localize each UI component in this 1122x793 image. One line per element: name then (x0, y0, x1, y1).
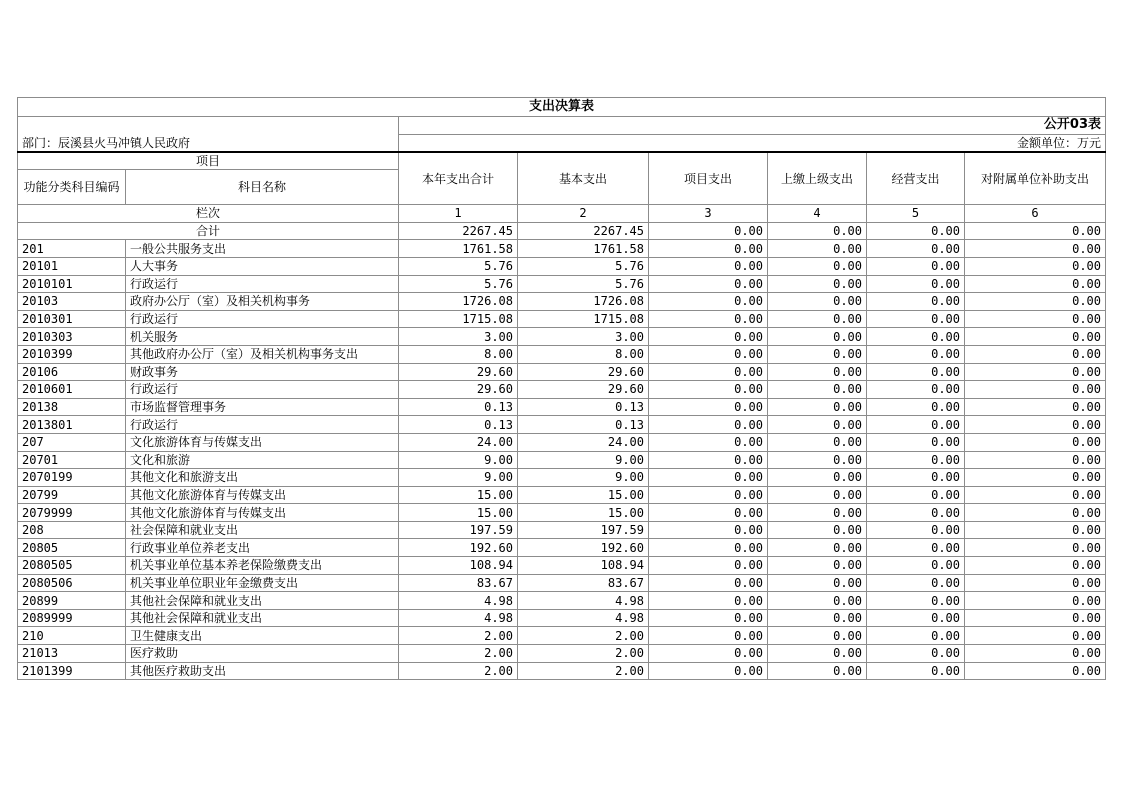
table-row (18, 363, 1106, 381)
row-name: 其他医疗救助支出 (126, 662, 399, 680)
header-name: 科目名称 (126, 170, 399, 205)
row-value-2: 0.13 (518, 398, 649, 416)
row-code: 2010301 (18, 310, 126, 328)
row-name: 机关事业单位职业年金缴费支出 (126, 574, 399, 592)
row-value-5: 0.00 (867, 240, 965, 258)
row-value-3: 0.00 (649, 328, 768, 346)
row-name: 一般公共服务支出 (126, 240, 399, 258)
row-value-6: 0.00 (965, 504, 1106, 522)
row-value-1: 9.00 (399, 469, 518, 487)
row-value-3: 0.00 (649, 504, 768, 522)
row-value-2: 83.67 (518, 574, 649, 592)
total-label: 合计 (18, 222, 399, 240)
header-upper: 上缴上级支出 (768, 152, 867, 205)
column-index-label: 栏次 (18, 205, 399, 223)
row-value-1: 15.00 (399, 504, 518, 522)
row-value-3: 0.00 (649, 469, 768, 487)
table-row (18, 504, 1106, 522)
row-code: 20103 (18, 293, 126, 311)
row-value-2: 1715.08 (518, 310, 649, 328)
row-value-2: 15.00 (518, 486, 649, 504)
row-code: 2010601 (18, 381, 126, 399)
row-value-4: 0.00 (768, 451, 867, 469)
table-row (18, 451, 1106, 469)
table-row (18, 645, 1106, 663)
row-code: 2101399 (18, 662, 126, 680)
table-row (18, 293, 1106, 311)
table-row (18, 257, 1106, 275)
row-value-4: 0.00 (768, 645, 867, 663)
row-value-3: 0.00 (649, 398, 768, 416)
row-code: 20106 (18, 363, 126, 381)
expenditure-table (17, 97, 1106, 680)
row-code: 207 (18, 433, 126, 451)
row-value-1: 83.67 (399, 574, 518, 592)
row-code: 2080505 (18, 557, 126, 575)
column-index-4: 4 (768, 205, 867, 223)
row-value-5: 0.00 (867, 345, 965, 363)
row-value-2: 15.00 (518, 504, 649, 522)
row-code: 2010303 (18, 328, 126, 346)
row-name: 其他社会保障和就业支出 (126, 592, 399, 610)
row-value-4: 0.00 (768, 592, 867, 610)
row-value-6: 0.00 (965, 257, 1106, 275)
expenditure-sheet (17, 97, 1105, 680)
row-value-5: 0.00 (867, 539, 965, 557)
row-value-6: 0.00 (965, 433, 1106, 451)
table-row (18, 486, 1106, 504)
row-name: 行政运行 (126, 275, 399, 293)
row-code: 20101 (18, 257, 126, 275)
header-business: 经营支出 (867, 152, 965, 205)
row-value-5: 0.00 (867, 662, 965, 680)
row-name: 其他文化旅游体育与传媒支出 (126, 486, 399, 504)
row-value-6: 0.00 (965, 592, 1106, 610)
row-value-5: 0.00 (867, 328, 965, 346)
department-label: 部门：辰溪县火马冲镇人民政府 (18, 134, 399, 152)
row-value-1: 29.60 (399, 363, 518, 381)
row-value-1: 4.98 (399, 609, 518, 627)
row-code: 21013 (18, 645, 126, 663)
row-value-3: 0.00 (649, 521, 768, 539)
row-value-6: 0.00 (965, 363, 1106, 381)
row-value-6: 0.00 (965, 275, 1106, 293)
row-value-4: 0.00 (768, 539, 867, 557)
row-value-2: 4.98 (518, 609, 649, 627)
row-value-3: 0.00 (649, 293, 768, 311)
row-value-6: 0.00 (965, 381, 1106, 399)
row-value-1: 5.76 (399, 275, 518, 293)
row-value-4: 0.00 (768, 328, 867, 346)
row-value-1: 15.00 (399, 486, 518, 504)
table-row (18, 557, 1106, 575)
row-value-4: 0.00 (768, 433, 867, 451)
row-value-6: 0.00 (965, 310, 1106, 328)
row-value-2: 9.00 (518, 469, 649, 487)
header-project: 项目支出 (649, 152, 768, 205)
row-value-3: 0.00 (649, 662, 768, 680)
row-value-4: 0.00 (768, 416, 867, 434)
row-value-4: 0.00 (768, 398, 867, 416)
row-value-4: 0.00 (768, 504, 867, 522)
header-subsidy: 对附属单位补助支出 (965, 152, 1106, 205)
row-value-4: 0.00 (768, 293, 867, 311)
row-value-5: 0.00 (867, 645, 965, 663)
row-value-2: 29.60 (518, 381, 649, 399)
row-value-1: 2.00 (399, 645, 518, 663)
row-value-3: 0.00 (649, 433, 768, 451)
row-value-6: 0.00 (965, 469, 1106, 487)
row-value-4: 0.00 (768, 345, 867, 363)
row-value-2: 9.00 (518, 451, 649, 469)
table-row (18, 345, 1106, 363)
row-value-4: 0.00 (768, 469, 867, 487)
row-value-2: 0.13 (518, 416, 649, 434)
row-value-4: 0.00 (768, 486, 867, 504)
row-value-5: 0.00 (867, 363, 965, 381)
header-total: 本年支出合计 (399, 152, 518, 205)
row-value-3: 0.00 (649, 451, 768, 469)
row-value-2: 29.60 (518, 363, 649, 381)
header-item: 项目 (18, 152, 399, 170)
column-index-6: 6 (965, 205, 1106, 223)
row-value-6: 0.00 (965, 345, 1106, 363)
row-code: 20138 (18, 398, 126, 416)
row-value-2: 3.00 (518, 328, 649, 346)
row-value-1: 9.00 (399, 451, 518, 469)
department-row (18, 134, 1106, 152)
row-code: 2070199 (18, 469, 126, 487)
row-value-5: 0.00 (867, 504, 965, 522)
row-value-6: 0.00 (965, 293, 1106, 311)
total-value-6: 0.00 (965, 222, 1106, 240)
row-value-1: 192.60 (399, 539, 518, 557)
row-value-3: 0.00 (649, 592, 768, 610)
row-name: 行政运行 (126, 381, 399, 399)
row-value-2: 108.94 (518, 557, 649, 575)
row-code: 210 (18, 627, 126, 645)
row-value-2: 2.00 (518, 627, 649, 645)
row-name: 其他社会保障和就业支出 (126, 609, 399, 627)
row-value-2: 1761.58 (518, 240, 649, 258)
row-code: 2089999 (18, 609, 126, 627)
row-value-1: 3.00 (399, 328, 518, 346)
row-value-5: 0.00 (867, 469, 965, 487)
row-value-3: 0.00 (649, 539, 768, 557)
row-code: 2010399 (18, 345, 126, 363)
table-row (18, 416, 1106, 434)
row-name: 人大事务 (126, 257, 399, 275)
header-code: 功能分类科目编码 (18, 170, 126, 205)
row-value-3: 0.00 (649, 574, 768, 592)
row-value-1: 1715.08 (399, 310, 518, 328)
total-row (18, 222, 1106, 240)
row-name: 社会保障和就业支出 (126, 521, 399, 539)
row-code: 2010101 (18, 275, 126, 293)
row-value-1: 8.00 (399, 345, 518, 363)
row-name: 市场监督管理事务 (126, 398, 399, 416)
row-value-5: 0.00 (867, 398, 965, 416)
row-value-6: 0.00 (965, 557, 1106, 575)
table-row (18, 275, 1106, 293)
row-value-4: 0.00 (768, 557, 867, 575)
row-value-5: 0.00 (867, 310, 965, 328)
row-name: 行政事业单位养老支出 (126, 539, 399, 557)
row-value-6: 0.00 (965, 574, 1106, 592)
row-value-3: 0.00 (649, 486, 768, 504)
total-value-2: 2267.45 (518, 222, 649, 240)
row-name: 机关服务 (126, 328, 399, 346)
row-code: 201 (18, 240, 126, 258)
row-value-2: 2.00 (518, 662, 649, 680)
row-value-6: 0.00 (965, 662, 1106, 680)
row-value-5: 0.00 (867, 381, 965, 399)
row-value-4: 0.00 (768, 240, 867, 258)
row-value-3: 0.00 (649, 257, 768, 275)
table-row (18, 381, 1106, 399)
row-value-5: 0.00 (867, 574, 965, 592)
row-value-5: 0.00 (867, 451, 965, 469)
table-row (18, 521, 1106, 539)
row-value-4: 0.00 (768, 257, 867, 275)
table-row (18, 240, 1106, 258)
row-value-4: 0.00 (768, 310, 867, 328)
row-name: 行政运行 (126, 310, 399, 328)
table-row (18, 328, 1106, 346)
row-value-5: 0.00 (867, 592, 965, 610)
row-value-6: 0.00 (965, 521, 1106, 539)
row-value-2: 4.98 (518, 592, 649, 610)
row-value-3: 0.00 (649, 363, 768, 381)
row-value-5: 0.00 (867, 416, 965, 434)
row-code: 2013801 (18, 416, 126, 434)
row-name: 其他政府办公厅（室）及相关机构事务支出 (126, 345, 399, 363)
row-name: 机关事业单位基本养老保险缴费支出 (126, 557, 399, 575)
row-value-1: 29.60 (399, 381, 518, 399)
table-number: 公开03表 (399, 117, 1106, 135)
table-number-row (18, 117, 1106, 135)
column-index-row (18, 205, 1106, 223)
row-value-6: 0.00 (965, 627, 1106, 645)
row-value-4: 0.00 (768, 574, 867, 592)
row-value-2: 5.76 (518, 257, 649, 275)
row-value-6: 0.00 (965, 486, 1106, 504)
row-value-1: 24.00 (399, 433, 518, 451)
table-row (18, 469, 1106, 487)
total-value-1: 2267.45 (399, 222, 518, 240)
row-value-4: 0.00 (768, 521, 867, 539)
header-row-1 (18, 152, 1106, 170)
row-value-2: 192.60 (518, 539, 649, 557)
row-value-5: 0.00 (867, 486, 965, 504)
column-index-1: 1 (399, 205, 518, 223)
row-value-2: 1726.08 (518, 293, 649, 311)
table-row (18, 310, 1106, 328)
row-code: 208 (18, 521, 126, 539)
column-index-2: 2 (518, 205, 649, 223)
row-value-1: 0.13 (399, 416, 518, 434)
row-value-4: 0.00 (768, 627, 867, 645)
row-name: 财政事务 (126, 363, 399, 381)
total-value-5: 0.00 (867, 222, 965, 240)
row-name: 其他文化和旅游支出 (126, 469, 399, 487)
table-row (18, 574, 1106, 592)
row-value-6: 0.00 (965, 328, 1106, 346)
row-code: 2080506 (18, 574, 126, 592)
column-index-5: 5 (867, 205, 965, 223)
row-value-1: 4.98 (399, 592, 518, 610)
row-name: 医疗救助 (126, 645, 399, 663)
row-value-3: 0.00 (649, 240, 768, 258)
row-value-3: 0.00 (649, 416, 768, 434)
row-value-5: 0.00 (867, 609, 965, 627)
column-index-3: 3 (649, 205, 768, 223)
table-row (18, 398, 1106, 416)
row-value-3: 0.00 (649, 310, 768, 328)
row-code: 20701 (18, 451, 126, 469)
row-value-1: 5.76 (399, 257, 518, 275)
unit-label: 金额单位：万元 (399, 134, 1106, 152)
row-name: 政府办公厅（室）及相关机构事务 (126, 293, 399, 311)
row-value-1: 2.00 (399, 627, 518, 645)
row-value-3: 0.00 (649, 345, 768, 363)
row-name: 其他文化旅游体育与传媒支出 (126, 504, 399, 522)
row-value-2: 5.76 (518, 275, 649, 293)
row-value-6: 0.00 (965, 398, 1106, 416)
row-value-2: 24.00 (518, 433, 649, 451)
row-value-3: 0.00 (649, 609, 768, 627)
row-value-5: 0.00 (867, 293, 965, 311)
row-name: 行政运行 (126, 416, 399, 434)
row-value-4: 0.00 (768, 609, 867, 627)
row-value-3: 0.00 (649, 381, 768, 399)
row-value-5: 0.00 (867, 275, 965, 293)
row-name: 文化旅游体育与传媒支出 (126, 433, 399, 451)
row-value-6: 0.00 (965, 416, 1106, 434)
row-value-1: 1726.08 (399, 293, 518, 311)
title-row (18, 98, 1106, 117)
row-value-5: 0.00 (867, 433, 965, 451)
row-value-1: 108.94 (399, 557, 518, 575)
row-value-4: 0.00 (768, 381, 867, 399)
total-value-4: 0.00 (768, 222, 867, 240)
row-value-6: 0.00 (965, 645, 1106, 663)
total-value-3: 0.00 (649, 222, 768, 240)
row-value-2: 8.00 (518, 345, 649, 363)
row-value-3: 0.00 (649, 557, 768, 575)
row-value-6: 0.00 (965, 240, 1106, 258)
row-value-1: 1761.58 (399, 240, 518, 258)
table-title: 支出决算表 (18, 98, 1106, 117)
row-value-1: 0.13 (399, 398, 518, 416)
row-name: 卫生健康支出 (126, 627, 399, 645)
table-row (18, 627, 1106, 645)
table-row (18, 609, 1106, 627)
row-value-2: 197.59 (518, 521, 649, 539)
row-value-6: 0.00 (965, 609, 1106, 627)
row-value-3: 0.00 (649, 275, 768, 293)
row-code: 2079999 (18, 504, 126, 522)
row-value-6: 0.00 (965, 539, 1106, 557)
header-basic: 基本支出 (518, 152, 649, 205)
row-value-4: 0.00 (768, 662, 867, 680)
row-value-5: 0.00 (867, 627, 965, 645)
row-value-3: 0.00 (649, 627, 768, 645)
row-code: 20899 (18, 592, 126, 610)
row-code: 20799 (18, 486, 126, 504)
row-value-5: 0.00 (867, 557, 965, 575)
row-code: 20805 (18, 539, 126, 557)
row-value-5: 0.00 (867, 521, 965, 539)
row-value-6: 0.00 (965, 451, 1106, 469)
row-value-3: 0.00 (649, 645, 768, 663)
table-row (18, 539, 1106, 557)
table-row (18, 433, 1106, 451)
row-value-5: 0.00 (867, 257, 965, 275)
row-name: 文化和旅游 (126, 451, 399, 469)
table-row (18, 592, 1106, 610)
row-value-4: 0.00 (768, 363, 867, 381)
row-value-2: 2.00 (518, 645, 649, 663)
row-value-1: 2.00 (399, 662, 518, 680)
table-row (18, 662, 1106, 680)
row-value-4: 0.00 (768, 275, 867, 293)
row-value-1: 197.59 (399, 521, 518, 539)
